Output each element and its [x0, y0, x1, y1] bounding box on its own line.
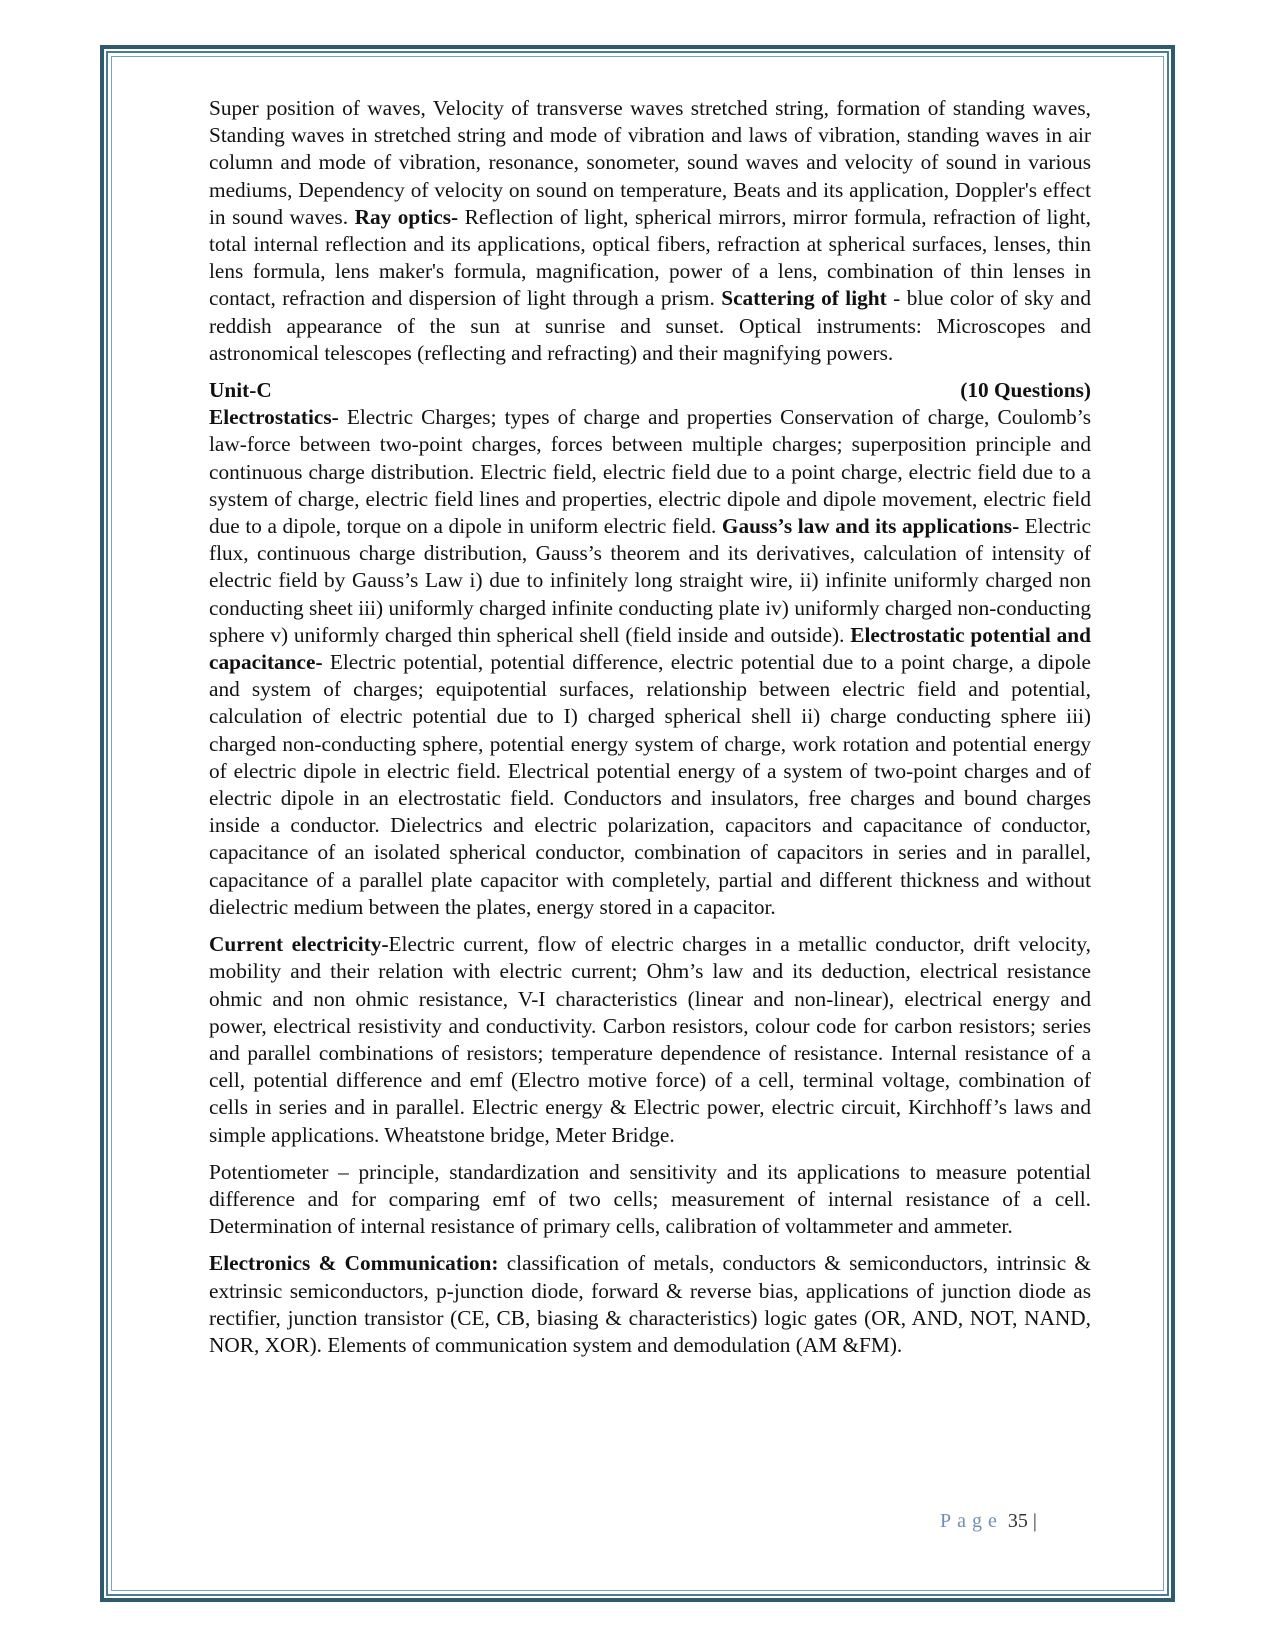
document-body — [209, 95, 1091, 1369]
heading-ray-optics: Ray optics- — [354, 204, 459, 229]
page-footer — [940, 1510, 1100, 1533]
paragraph-potentiometer: Potentiometer – principle, standardization and sensitivity and its applications to measure potential difference and for comparing emf of two cells; measurement of internal resistance of a cell. Determination of internal resistance of primary cells, calibration of voltammeter and ammeter. — [209, 1159, 1091, 1239]
heading-electrostatics: Electrostatics- — [209, 405, 339, 430]
heading-electrostatic-potential: Electrostatic potential and capacitance- — [209, 622, 1091, 675]
page-word: Page — [940, 1510, 1003, 1532]
unit-label: Unit-C — [209, 378, 272, 403]
paragraph-electronics: Electronics & Communication: classification of metals, conductors & semiconductors, intrinsic & extrinsic semiconductors, p-junction diode, forward & reverse bias, applications of junction diode as rectifier, junction transistor (CE, CB, biasing & characteristics) logic gates (OR, AND, NOT, NAND, NOR, XOR). Elements of communication system and demodulation (AM &FM). — [209, 1251, 1091, 1357]
unit-question-count: (10 Questions) — [960, 378, 1091, 403]
heading-current-electricity: Current electricity- — [209, 932, 389, 957]
unit-heading — [209, 377, 1091, 404]
page-number: 35 — [1007, 1510, 1028, 1532]
paragraph-electrostatics: Electrostatics- Electric Charges; types of charge and properties Conservation of charge, Coulomb’s law-force between two-point charges, forces between multiple charges; superposition principle and continuous charge distribution. Electric field, electric field due to a point charge, electric field due to a system of charge, electric field lines and properties, electric dipole and dipole movement, electric field due to a dipole, torque on a dipole in uniform electric field. Gauss’s law and its applications- Electric flux, continuous charge distribution, Gauss’s theorem and its derivatives, calculation of intensity of electric field by Gauss’s Law i) due to infinitely long straight wire, ii) infinite uniformly charged non conducting sheet iii) uniformly charged infinite conducting plate iv) uniformly charged non-conducting sphere v) uniformly charged thin spherical shell (field inside and outside). Electrostatic potential and capacitance- Electric potential, potential difference, electric potential due to a point charge, a dipole and system of charges; equipotential surfaces, relationship between electric field and potential, calculation of electric potential due to I) charged spherical shell ii) charge conducting sphere iii) charged non-conducting sphere, potential energy system of charge, work rotation and potential energy of electric dipole in electric field. Electrical potential energy of a system of two-point charges and of electric dipole in an electrostatic field. Conductors and insulators, free charges and bound charges inside a conductor. Dielectrics and electric polarization, capacitors and capacitance of conductor, capacitance of an isolated spherical conductor, combination of capacitors in series and in parallel, capacitance of a parallel plate capacitor with completely, partial and different thickness and without dielectric medium between the plates, energy stored in a capacitor. — [209, 405, 1091, 919]
paragraph-waves-optics: Super position of waves, Velocity of transverse waves stretched string, formation of standing waves, Standing waves in stretched string and mode of vibration and laws of vibration, standing waves in air column and mode of vibration, resonance, sonometer, sound waves and velocity of sound in various mediums, Dependency of velocity on sound on temperature, Beats and its application, Doppler's effect in sound waves. Ray optics- Reflection of light, spherical mirrors, mirror formula, refraction of light, total internal reflection and its applications, optical fibers, refraction at spherical surfaces, lenses, thin lens formula, lens maker's formula, magnification, power of a lens, combination of thin lenses in contact, refraction and dispersion of light through a prism. Scattering of light - blue color of sky and reddish appearance of the sun at sunrise and sunset. Optical instruments: Microscopes and astronomical telescopes (reflecting and refracting) and their magnifying powers. — [209, 96, 1092, 365]
heading-gauss-law: Gauss’s law and its applications- — [721, 514, 1020, 539]
paragraph-current-electricity: Current electricity-Electric current, flow of electric charges in a metallic conductor, drift velocity, mobility and their relation with electric current; Ohm’s law and its deduction, electrical resistance ohmic and non ohmic resistance, V-I characteristics (linear and non-linear), electrical energy and power, electrical resistivity and conductivity. Carbon resistors, colour code for carbon resistors; series and parallel combinations of resistors; temperature dependence of resistance. Internal resistance of a cell, potential difference and emf (Electro motive force) of a cell, terminal voltage, combination of cells in series and in parallel. Electric energy & Electric power, electric circuit, Kirchhoff’s laws and simple applications. Wheatstone bridge, Meter Bridge. — [209, 932, 1091, 1147]
heading-scattering-of-light: Scattering of light — [721, 286, 887, 311]
page-separator: | — [1032, 1510, 1037, 1532]
heading-electronics-communication: Electronics & Communication: — [209, 1251, 499, 1276]
